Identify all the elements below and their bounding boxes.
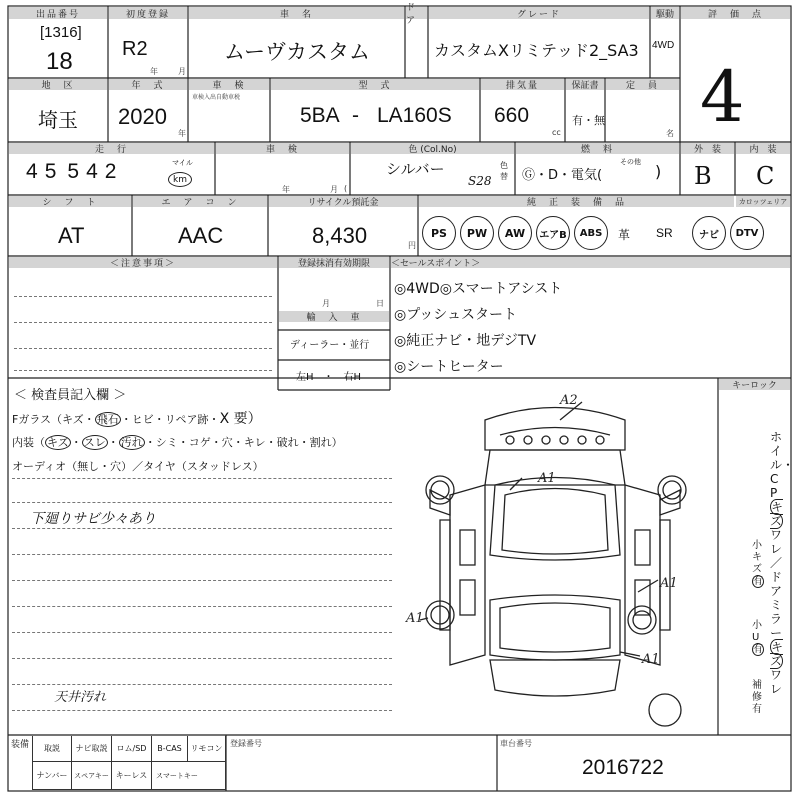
equip-dtv: DTV — [730, 216, 764, 250]
header-interior: 内 装 — [736, 143, 790, 154]
first-reg-year-label: 年 — [150, 67, 158, 76]
lot-number: 18 — [46, 48, 73, 75]
header-shift: シ フ ト — [9, 196, 131, 207]
color-code: S28 — [468, 174, 492, 188]
fglass-chip-circled: 飛石 — [96, 413, 119, 426]
side-note-small-scratch-b: 有 — [753, 576, 763, 587]
model-sep: - — [352, 104, 359, 127]
shift: AT — [58, 223, 85, 248]
import-handle: 左H ・ 右H — [296, 372, 362, 383]
mileage-digit: 5 — [67, 160, 80, 183]
car-name: ムーヴカスタム — [224, 40, 370, 64]
score: 4 — [700, 56, 745, 138]
header-first-reg: 初度登録 — [109, 7, 187, 19]
inspector-line-2 — [12, 434, 343, 450]
equip-aw: AW — [498, 216, 532, 250]
header-model: 型 式 — [271, 79, 479, 90]
lot-code: [1316] — [40, 24, 82, 41]
header-mileage: 走 行 — [9, 143, 214, 154]
side-note-mirror: ワレ／ドアミラー — [770, 528, 783, 640]
footer-reg-no-label: 登録番号 — [230, 739, 262, 748]
aircon: AAC — [178, 223, 224, 248]
footer-rom-sd: ロム/SD — [112, 736, 152, 762]
model-prefix: 5BA — [300, 104, 340, 127]
recycle-fee-unit: 円 — [408, 241, 416, 250]
fglass-replace: X 要） — [219, 411, 262, 427]
interior-label: 内装（ — [12, 436, 45, 449]
equip-sunroof: SR — [656, 226, 673, 240]
footer-bcas: B-CAS — [152, 736, 188, 762]
sep: ・ — [70, 436, 82, 449]
import-dealer: ディーラー・並行 — [290, 340, 370, 351]
interior-rub-circled: スレ — [83, 436, 106, 449]
mileage-digits — [26, 160, 116, 184]
header-import: 輸 入 車 — [279, 311, 389, 322]
header-region: 地 区 — [9, 79, 107, 90]
sales-point-2: ◎プッシュスタート — [394, 307, 517, 323]
header-exterior: 外 装 — [681, 143, 734, 154]
displacement-unit: cc — [552, 128, 561, 137]
sales-point-1: ◎4WD◎スマートアシスト — [394, 281, 563, 297]
model-year-unit: 年 — [178, 129, 186, 138]
sales-point-3: ◎純正ナビ・地デジTV — [394, 333, 537, 349]
header-color: 色 (Col.No) — [351, 143, 514, 154]
header-keyless: キーロック — [719, 379, 790, 390]
equip-navi: ナビ — [692, 216, 726, 250]
mark-a1-roof: A1 — [538, 471, 556, 486]
footer-chassis-label: 車台番号 — [500, 739, 532, 748]
equip-leather: 革 — [618, 228, 631, 242]
header-drive: 駆動 — [651, 7, 679, 19]
header-carrozeria: カロッツェリア — [736, 196, 790, 207]
mark-a1-left: A1 — [406, 611, 424, 626]
interior-options: ・シミ・コゲ・穴・キレ・破れ・割れ） — [144, 436, 343, 449]
mileage-unit-mile: マイル — [172, 159, 193, 167]
model-year: 2020 — [118, 104, 167, 129]
side-note-small-u-a: 小U — [752, 620, 762, 643]
drive: 4WD — [652, 40, 675, 51]
fuel-other: その他 — [620, 158, 641, 166]
footer-smart-key: スマートキー — [152, 762, 226, 790]
mileage-digit: 5 — [44, 160, 57, 183]
footer-keyless: キーレス — [112, 762, 152, 790]
color-change-label: 色替 — [500, 161, 508, 181]
inspection-year-label: 年 — [282, 185, 290, 194]
inspector-line-1 — [12, 408, 262, 428]
fglass-label: Fガラス（キズ・ — [12, 413, 95, 426]
inspection-paren: ( — [344, 184, 348, 193]
header-shaken: 車 検 — [189, 79, 269, 90]
warranty-value: 有・無 — [572, 114, 605, 127]
side-note-small-u-b: 有 — [753, 644, 763, 655]
inspection-month-label: 月 — [330, 185, 338, 194]
mileage-digit: 2 — [104, 160, 117, 183]
mileage-digit: 4 — [86, 160, 98, 183]
handwrite-ceiling-stain: 天井汚れ — [54, 690, 107, 705]
sep: ・ — [107, 436, 119, 449]
displacement: 660 — [494, 104, 530, 127]
header-capacity: 定 員 — [606, 79, 679, 90]
footer-remote: リモコン — [188, 736, 226, 762]
front-bumper — [485, 408, 625, 451]
side-note-crack: ワレ — [770, 668, 783, 696]
mark-a1-right: A1 — [660, 576, 678, 591]
side-note-wheel — [770, 430, 795, 696]
region: 埼玉 — [38, 108, 78, 132]
color-name: シルバー — [386, 160, 445, 178]
header-displacement: 排気量 — [481, 79, 564, 90]
chassis-number: 2016722 — [582, 756, 664, 779]
grade: カスタムXリミテッド2_SA3 — [434, 41, 639, 60]
footer-spare-key: スペアキー — [72, 762, 112, 790]
fuel-options: Ⓖ・D・電気( — [522, 168, 603, 183]
mark-a1-rear: A1 — [642, 652, 660, 667]
header-car-name: 車 名 — [189, 7, 404, 19]
header-lot-no: 出品番号 — [9, 7, 107, 19]
capacity-unit: 名 — [666, 129, 674, 138]
side-note-wheel-a: ホイル・CP — [770, 430, 795, 500]
side-note-small-scratch-a: 小キズ — [752, 540, 762, 575]
reg-expiry-month: 月 — [322, 299, 330, 308]
header-year: 年 式 — [109, 79, 187, 90]
header-warranty: 保証書 — [566, 79, 604, 90]
equip-abs: ABS — [574, 216, 608, 250]
header-sales-points: ＜セールスポイント＞ — [391, 257, 790, 268]
shaken-note: 車検入出自動車税 — [192, 94, 241, 101]
mileage-unit-km: km — [168, 172, 192, 187]
footer-navi-manual: ナビ取説 — [72, 736, 112, 762]
handwrite-underbody-rust: 下廻りサビ少々あり — [30, 511, 156, 527]
interior-scratch-circled: キズ — [47, 436, 69, 449]
recycle-fee: 8,430 — [312, 223, 368, 248]
exterior-grade: B — [694, 162, 712, 190]
side-note-small-u — [752, 620, 766, 656]
equip-airbag: エアB — [536, 216, 570, 250]
equip-ps: PS — [422, 216, 456, 250]
mark-a2: A2 — [560, 393, 578, 408]
interior-dirt-circled: 汚れ — [120, 436, 143, 449]
footer-manual: 取説 — [32, 736, 72, 762]
header-fuel: 燃 料 — [516, 143, 679, 154]
header-equipment: 純 正 装 備 品 — [419, 196, 734, 207]
equip-pw: PW — [460, 216, 494, 250]
header-reg-expiry: 登録抹消有効期限 — [279, 257, 389, 268]
header-aircon: エ ア コ ン — [133, 196, 267, 207]
header-door: ドア — [406, 7, 427, 19]
model-code: LA160S — [377, 104, 452, 127]
side-note-repair: 補修有 — [752, 680, 762, 715]
side-note-wheel-scratch: キズ — [770, 500, 784, 528]
header-notes: ＜注意事項＞ — [9, 257, 277, 268]
mileage-digit: 4 — [26, 160, 38, 183]
fglass-options: ・ヒビ・リペア跡・ — [120, 413, 220, 426]
footer-number: ナンバー — [32, 762, 72, 790]
reg-expiry-day: 日 — [376, 299, 384, 308]
first-reg-era: R2 — [122, 38, 148, 60]
header-inspection: 車 検 — [216, 143, 349, 154]
side-note-mirror-scratch: キズ — [770, 640, 784, 668]
header-score: 評 価 点 — [681, 7, 790, 19]
header-grade: グレード — [429, 7, 649, 19]
first-reg-month-label: 月 — [178, 67, 186, 76]
header-recycle: リサイクル預託金 — [269, 196, 417, 207]
inspector-title: ＜ 検査員記入欄 ＞ — [14, 388, 127, 403]
footer-label-equipment: 装備 — [10, 740, 29, 750]
interior-grade: C — [756, 162, 775, 190]
side-note-small-scratch — [752, 540, 766, 588]
car-damage-diagram — [406, 390, 710, 730]
fuel-close: ) — [655, 162, 662, 181]
inspector-line-3: オーディオ（無し・穴）／タイヤ（スタッドレス） — [12, 460, 264, 473]
sales-point-4: ◎シートヒーター — [394, 359, 504, 375]
